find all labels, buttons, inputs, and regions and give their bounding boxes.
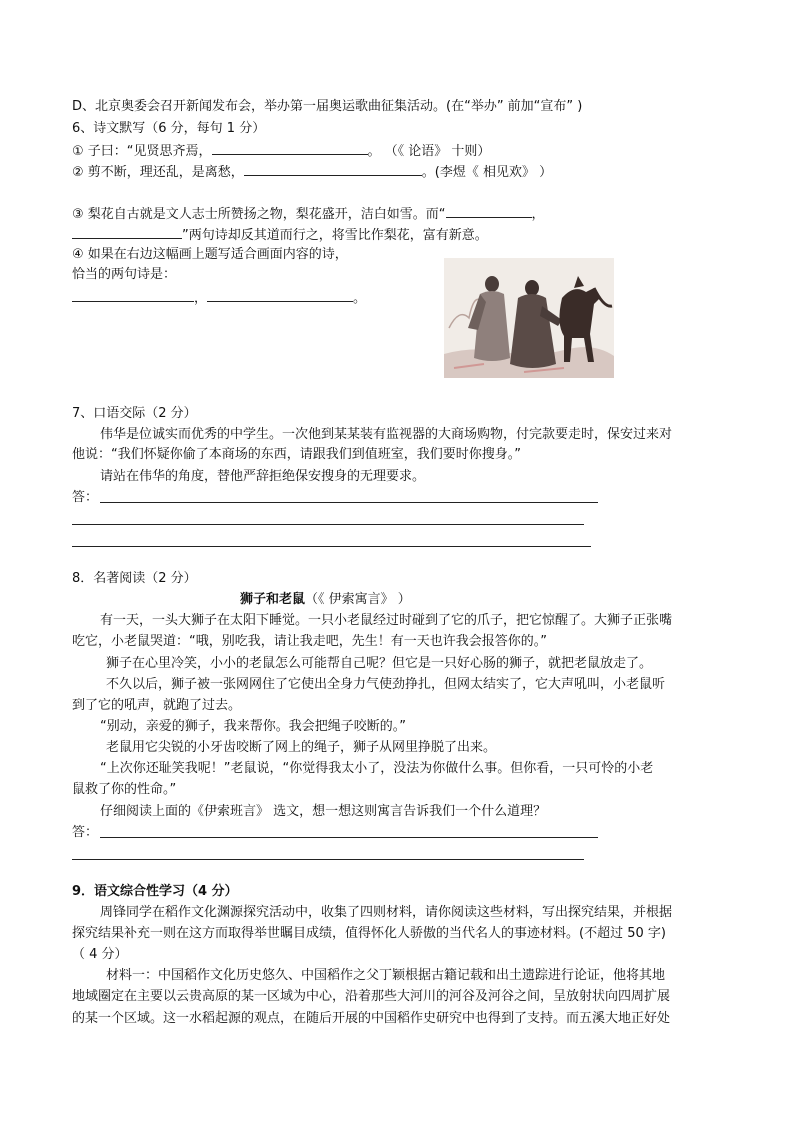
q9-title: 9．语文综合性学习（4 分） [72,884,238,899]
q8-para-1b: 吃它，小老鼠哭道：“哦，别吃我，请让我走吧，先生！有一天也许我会报答你的。” [72,634,547,649]
q7-title: 7、口语交际（2 分） [72,406,197,421]
q8-para-6a: “上次你还耻笑我呢！”老鼠说，“你觉得我太小了，没法为你做什么事。但你看，一只可怜的小老 [100,761,654,776]
q6-4-period: 。 [353,291,367,306]
q6-3-text-2: ”两句诗却反其道而行之，将雪比作梨花，富有新意。 [182,228,488,243]
q7-answer-label: 答： [72,490,99,505]
q8-para-3a: 不久以后，狮子被一张网网住了它使出全身力气使劲挣扎，但网太结实了，它大声吼叫，小老鼠听 [106,677,666,692]
option-d: D、北京奥委会召开新闻发布会，举办第一届奥运歌曲征集活动。(在“举办” 前加“宣布” ) [72,99,583,114]
q8-title: 8．名著阅读（2 分） [72,571,197,586]
q6-item-3-cont [72,225,488,245]
q6-1-source: 。 （《 论语》 十则） [367,144,491,159]
q8-story-heading [240,591,411,609]
q9-para-1c: （ 4 分） [72,947,128,962]
q9-material-1c: 的某一个区域。这一水稻起源的观点，在随后开展的中国稻作史研究中也得到了支持。而五溪大地正好处 [72,1011,671,1026]
q6-title: 6、诗文默写（6 分，每句 1 分） [72,121,266,136]
q6-4-blank-1[interactable] [72,288,194,302]
q7-answer-line-1[interactable] [100,502,598,503]
q9-material-1b: 地域圈定在主要以云贵高原的某一区域为中心，沿着那些大河川的河谷及河谷之间，呈放射状向四周扩展 [72,989,671,1004]
q7-paragraph-1a: 伟华是位诚实而优秀的中学生。一次他到某某装有监视器的大商场购物，付完款要走时，保安过来对 [100,427,673,442]
q8-answer-line-1[interactable] [100,837,598,838]
q8-para-5: 老鼠用它尖锐的小牙齿咬断了网上的绳子，狮子从网里挣脱了出来。 [106,740,497,755]
q8-para-3b: 到了它的吼声，就跑了过去。 [72,698,242,713]
q9-para-1a: 周锋同学在稻作文化渊源探究活动中，收集了四则材料，请你阅读这些材料，写出探究结果，并根据 [100,905,673,920]
q8-question: 仔细阅读上面的《伊索班言》 选文，想一想这则寓言告诉我们一个什么道理？ [100,804,547,819]
q6-4-comma: ， [194,291,208,306]
q8-para-4: “别动，亲爱的狮子，我来帮你。我会把绳子咬断的。” [100,719,406,734]
q6-item-2 [72,162,552,182]
q8-story-source: （《 伊索寓言》 ） [305,592,411,607]
q6-item-4-prompt: 恰当的两句诗是： [72,267,177,282]
q6-1-text: ① 子曰：“见贤思齐焉， [72,144,212,159]
ancient-scholars-with-horse-painting [444,258,614,378]
q8-story-title: 狮子和老鼠 [240,592,306,607]
q7-paragraph-1b: 他说：“我们怀疑你偷了本商场的东西，请跟我们到值班室，我们要时你搜身。” [72,447,521,462]
q8-para-1a: 有一天，一头大狮子在太阳下睡觉。一只小老鼠经过时碰到了它的爪子，把它惊醒了。大狮子正张嘴 [100,613,673,628]
q6-2-text: ② 剪不断，理还乱，是离愁， [72,165,244,180]
q6-2-source: 。(李煜《 相见欢》 ） [421,165,553,180]
q8-answer-line-2[interactable] [72,859,584,860]
q8-para-2: 狮子在心里冷笑，小小的老鼠怎么可能帮自己呢？但它是一只好心肠的狮子，就把老鼠放走了。 [106,656,653,671]
q6-3-blank-2[interactable] [72,225,182,239]
q6-3-text: ③ 梨花自古就是文人志士所赞扬之物，梨花盛开，洁白如雪。而“ [72,207,446,222]
q6-item-4-answer [72,288,366,308]
q6-2-blank[interactable] [244,162,422,176]
q6-3-comma: ， [531,207,545,222]
q6-item-1 [72,141,490,161]
q9-para-1b: 探究结果补充一则在这方而取得举世瞩目成绩，值得怀化人骄傲的当代名人的事迹材料。(不超过 50 字) [72,926,666,941]
q6-3-blank-1[interactable] [446,204,532,218]
q6-item-3 [72,204,545,224]
q6-item-4: ④ 如果在右边这幅画上题写适合画面内容的诗， [72,247,348,262]
q7-answer-line-2[interactable] [72,524,584,525]
q8-para-6b: 鼠救了你的性命。” [72,782,177,797]
q7-answer-line-3[interactable] [72,546,591,547]
q9-material-1a: 材料一：中国稻作文化历史悠久、中国稻作之父丁颖根据古籍记载和出土遗踪进行论证，他将其地 [106,968,666,983]
q6-4-blank-2[interactable] [207,288,353,302]
q6-1-blank[interactable] [212,141,368,155]
q8-answer-label: 答： [72,825,99,840]
q7-paragraph-2: 请站在伟华的角度，替他严辞拒绝保安搜身的无理要求。 [100,469,426,484]
